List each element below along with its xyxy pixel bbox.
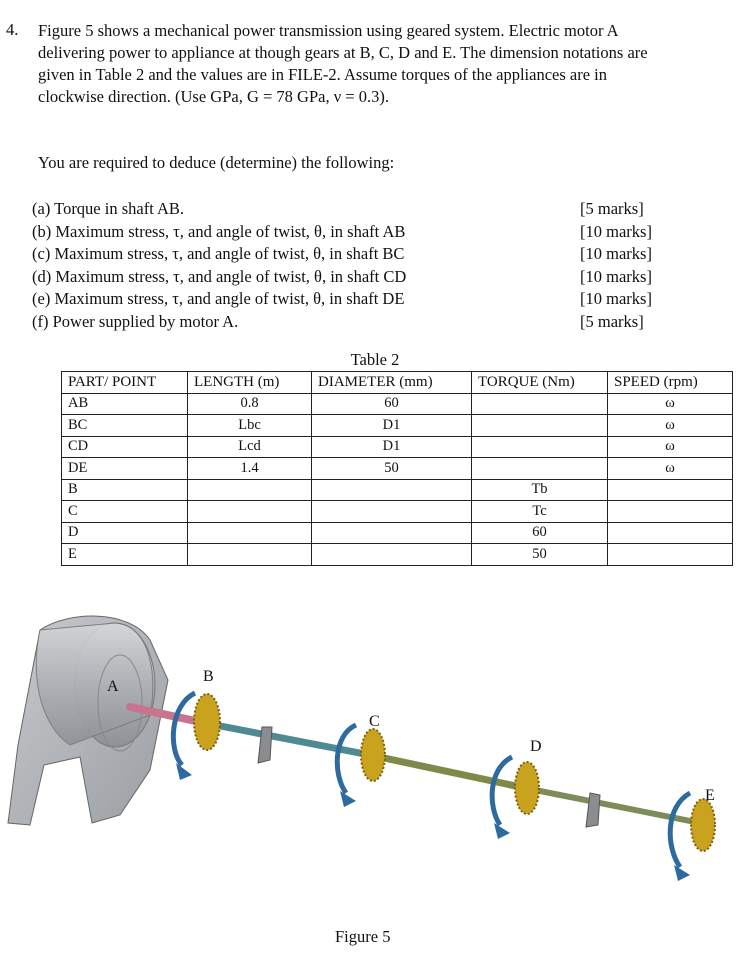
table-header-row bbox=[62, 372, 733, 394]
item-b: (b) Maximum stress, τ, and angle of twist, θ, in shaft AB bbox=[32, 221, 406, 241]
table-cell: Lcd bbox=[188, 436, 312, 458]
paragraph-line: Figure 5 shows a mechanical power transmission using geared system. Electric motor A bbox=[38, 21, 619, 40]
table-cell: C bbox=[62, 501, 188, 523]
table-cell bbox=[608, 479, 733, 501]
paragraph-line: clockwise direction. (Use GPa, G = 78 GPa, ν = 0.3). bbox=[38, 87, 389, 106]
table-cell bbox=[608, 544, 733, 566]
required-statement: You are required to deduce (determine) the following: bbox=[38, 153, 395, 172]
shaft-cd bbox=[370, 755, 525, 788]
table-2 bbox=[61, 371, 733, 566]
table-cell: Tc bbox=[472, 501, 608, 523]
label-e: E bbox=[705, 787, 715, 804]
label-c: C bbox=[369, 713, 380, 730]
table-row bbox=[62, 415, 733, 437]
table-cell: ω bbox=[608, 393, 733, 415]
header-part: PART/ POINT bbox=[62, 372, 188, 394]
table-cell: Lbc bbox=[188, 415, 312, 437]
table-cell: 0.8 bbox=[188, 393, 312, 415]
item-f: (f) Power supplied by motor A. bbox=[32, 311, 239, 331]
header-speed: SPEED (rpm) bbox=[608, 372, 733, 394]
table-cell: E bbox=[62, 544, 188, 566]
table-cell: CD bbox=[62, 436, 188, 458]
table-cell: D bbox=[62, 522, 188, 544]
header-diameter: DIAMETER (mm) bbox=[312, 372, 472, 394]
table-cell: 60 bbox=[472, 522, 608, 544]
table-cell bbox=[312, 544, 472, 566]
arrow-d bbox=[492, 757, 512, 825]
arrow-e bbox=[670, 793, 690, 867]
table-cell bbox=[472, 415, 608, 437]
table-cell bbox=[312, 501, 472, 523]
arrow-b bbox=[173, 693, 195, 765]
table-cell bbox=[608, 522, 733, 544]
table-cell: BC bbox=[62, 415, 188, 437]
table-cell: 60 bbox=[312, 393, 472, 415]
item-c: (c) Maximum stress, τ, and angle of twist, θ, in shaft BC bbox=[32, 244, 405, 263]
gear-d bbox=[515, 762, 539, 814]
table-caption: Table 2 bbox=[350, 350, 400, 369]
table-row bbox=[62, 479, 733, 501]
table-cell bbox=[188, 522, 312, 544]
paragraph-line: delivering power to appliance at though gears at B, C, D and E. The dimension notations are bbox=[38, 43, 648, 62]
motor-a bbox=[8, 616, 168, 825]
table-cell: AB bbox=[62, 393, 188, 415]
arrow-c bbox=[337, 725, 356, 793]
marks-f: [5 marks] bbox=[580, 311, 644, 331]
paragraph-line: given in Table 2 and the values are in FILE-2. Assume torques of the appliances are in bbox=[38, 65, 608, 84]
table-row bbox=[62, 501, 733, 523]
marks-d: [10 marks] bbox=[580, 266, 652, 286]
marks-a: [5 marks] bbox=[580, 199, 644, 218]
table-row bbox=[62, 544, 733, 566]
table-cell bbox=[472, 436, 608, 458]
arrow-heads bbox=[176, 763, 690, 881]
gear-b bbox=[194, 694, 220, 750]
header-torque: TORQUE (Nm) bbox=[472, 372, 608, 394]
label-d: D bbox=[530, 738, 542, 755]
table-cell bbox=[188, 544, 312, 566]
table-cell bbox=[608, 501, 733, 523]
marks-b: [10 marks] bbox=[580, 221, 652, 241]
gear-c bbox=[361, 729, 385, 781]
label-a: A bbox=[107, 678, 119, 695]
table-cell: ω bbox=[608, 415, 733, 437]
table-row bbox=[62, 393, 733, 415]
table-cell: 50 bbox=[312, 458, 472, 480]
item-d: (d) Maximum stress, τ, and angle of twist, θ, in shaft CD bbox=[32, 266, 407, 286]
question-paragraph bbox=[38, 20, 738, 108]
table-cell: D1 bbox=[312, 436, 472, 458]
table-row bbox=[62, 458, 733, 480]
table-row bbox=[62, 522, 733, 544]
table-cell bbox=[188, 479, 312, 501]
item-e: (e) Maximum stress, τ, and angle of twist, θ, in shaft DE bbox=[32, 289, 405, 308]
torque-arrows bbox=[173, 693, 690, 867]
table-cell: D1 bbox=[312, 415, 472, 437]
table-cell bbox=[472, 393, 608, 415]
item-a: (a) Torque in shaft AB. bbox=[32, 199, 185, 218]
table-cell: B bbox=[62, 479, 188, 501]
header-length: LENGTH (m) bbox=[188, 372, 312, 394]
question-number: 4. bbox=[6, 20, 19, 39]
table-cell bbox=[472, 458, 608, 480]
figure-5-drawing bbox=[0, 585, 750, 905]
marks-c: [10 marks] bbox=[580, 244, 652, 263]
question-items bbox=[32, 198, 406, 333]
table-cell bbox=[312, 522, 472, 544]
table-cell: ω bbox=[608, 436, 733, 458]
table-cell: Tb bbox=[472, 479, 608, 501]
marks-e: [10 marks] bbox=[580, 289, 652, 308]
table-cell: 1.4 bbox=[188, 458, 312, 480]
table-cell: 50 bbox=[472, 544, 608, 566]
table-cell: DE bbox=[62, 458, 188, 480]
marks-column bbox=[580, 198, 652, 333]
table-cell bbox=[188, 501, 312, 523]
table-cell: ω bbox=[608, 458, 733, 480]
table-row bbox=[62, 436, 733, 458]
shaft-bc bbox=[205, 723, 370, 755]
label-b: B bbox=[203, 668, 214, 685]
table-cell bbox=[312, 479, 472, 501]
figure-caption: Figure 5 bbox=[335, 927, 391, 946]
gear-e bbox=[691, 799, 715, 851]
